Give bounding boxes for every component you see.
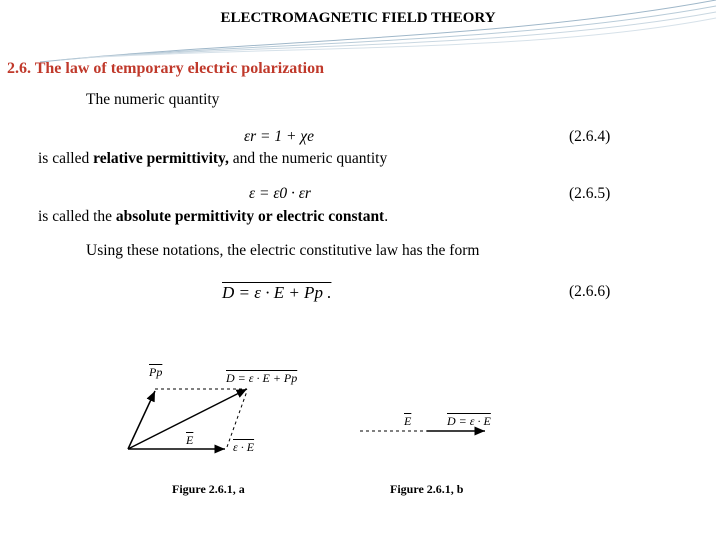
figure-a-label-pp: [149, 365, 162, 380]
equation-2-6-5: [249, 185, 311, 203]
equation-expression: εr = 1 + χe: [244, 128, 315, 145]
equation-number-2-6-6: (2.6.6): [569, 283, 611, 300]
term-relative-permittivity: relative permittivity,: [93, 150, 229, 167]
figure-a-caption: Figure 2.6.1, a: [172, 482, 245, 496]
term-absolute-permittivity: absolute permittivity or electric constant: [115, 208, 385, 225]
text-line-3: [38, 208, 388, 226]
page-title: ELECTROMAGNETIC FIELD THEORY: [220, 10, 496, 26]
text-line-2-post: and the numeric quantity: [228, 150, 388, 167]
figure-b-label-d: [447, 414, 491, 429]
text-line-3-post: .: [384, 208, 389, 225]
text-line-2-pre: is called: [38, 150, 94, 167]
equation-2-6-4: [244, 128, 314, 146]
equation-expression: D = ε · E + Pp .: [222, 283, 332, 302]
vector-pp-arrow: [128, 391, 155, 449]
text-line-3-pre: is called the: [38, 208, 116, 225]
figure-a-label-d: [226, 371, 297, 386]
figure-a-label-eps-e: [233, 440, 254, 455]
figure-b-caption: Figure 2.6.1, b: [390, 482, 464, 496]
equation-expression: ε = ε0 · εr: [249, 185, 311, 202]
figure-b-label-d-text: D = ε · E: [447, 414, 491, 428]
figure-a-label-eps-e-text: ε · E: [233, 440, 255, 454]
figure-b-label-e-text: $\overline{E}$: [404, 414, 412, 428]
text-line-4: Using these notations, the electric constitutive law has the form: [86, 242, 480, 259]
dashed-side-line: [227, 391, 247, 447]
text-line-2: [38, 150, 387, 168]
text-line-1: The numeric quantity: [86, 91, 220, 108]
figure-a-label-e: [186, 433, 193, 448]
section-title: 2.6. The law of temporary electric polarization: [7, 60, 324, 77]
equation-number-2-6-4: (2.6.4): [569, 128, 611, 145]
equation-2-6-6: [222, 283, 331, 303]
figure-a-label-e-text: $\overline{E}$: [186, 433, 194, 447]
equation-number-2-6-5: (2.6.5): [569, 185, 611, 202]
figure-b-label-e: [404, 414, 411, 429]
figure-a-label-pp-text: $\overline{Pp}$: [149, 365, 163, 379]
figure-a-label-d-text: D = ε · E + Pp: [226, 371, 298, 385]
